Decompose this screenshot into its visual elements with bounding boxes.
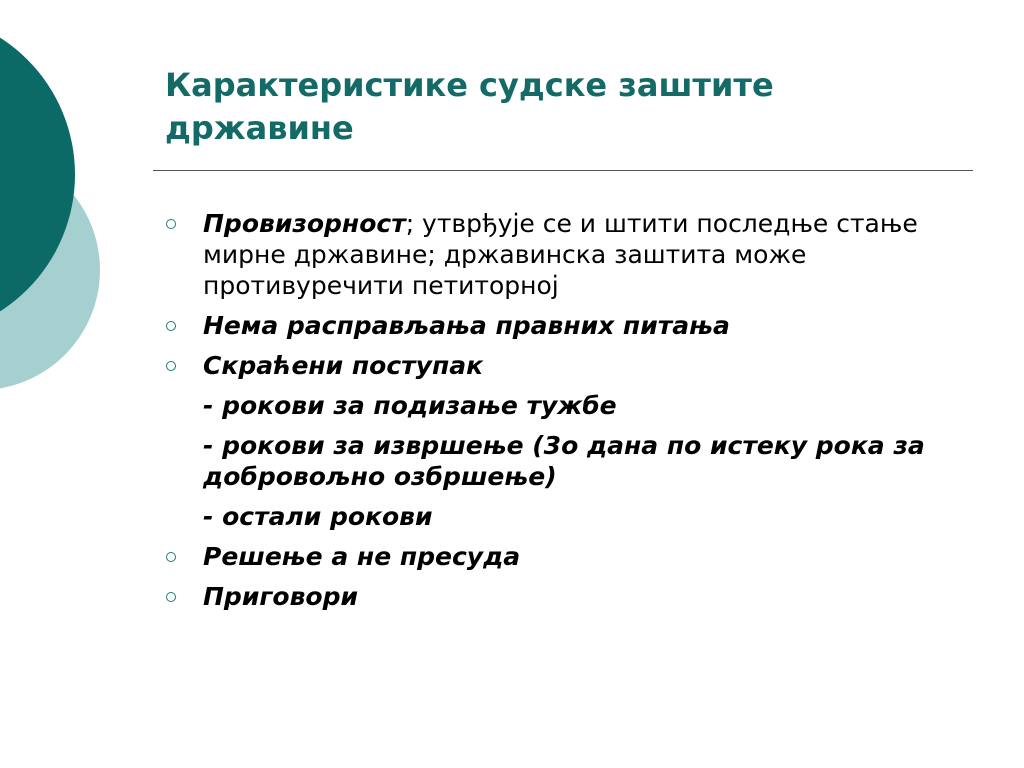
title-divider: [153, 170, 973, 171]
sub-item-text: - рокови за извршење (3о дана по истеку рока за добровољно озбршење): [203, 431, 925, 491]
slide-title: Карактеристике судске заштите државине: [165, 66, 774, 147]
bullet-item-text: Решење а не пресуда: [203, 542, 521, 571]
bullet-list: [165, 208, 965, 621]
bullet-icon: [166, 592, 176, 602]
bullet-item-text: Приговори: [203, 582, 358, 611]
sub-item-text: - рокови за подизање тужбе: [203, 391, 617, 420]
bullet-item-summary-procedure: [165, 350, 965, 381]
bullet-icon: [166, 552, 176, 562]
sub-item-text: - остали рокови: [203, 502, 433, 531]
bullet-item-text: Нема расправљања правних питања: [203, 311, 730, 340]
sub-item-lawsuit-deadlines: [165, 390, 965, 421]
bullet-item-provisional: [165, 208, 965, 301]
bullet-item-text: ; утврђује се и штити последње стање мирне државине; државинска заштита може противуречити петиторној: [203, 209, 918, 300]
bullet-item-decision: [165, 541, 965, 572]
bullet-item-heading: Провизорност: [203, 209, 406, 238]
sub-item-other-deadlines: [165, 501, 965, 532]
bullet-icon: [166, 321, 176, 331]
bullet-icon: [166, 361, 176, 371]
bullet-item-text: Скраћени поступак: [203, 351, 484, 380]
bullet-item-objections: [165, 581, 965, 612]
bullet-icon: [166, 219, 176, 229]
bullet-item-no-legal-questions: [165, 310, 965, 341]
sub-item-enforcement-deadlines: [165, 430, 965, 492]
